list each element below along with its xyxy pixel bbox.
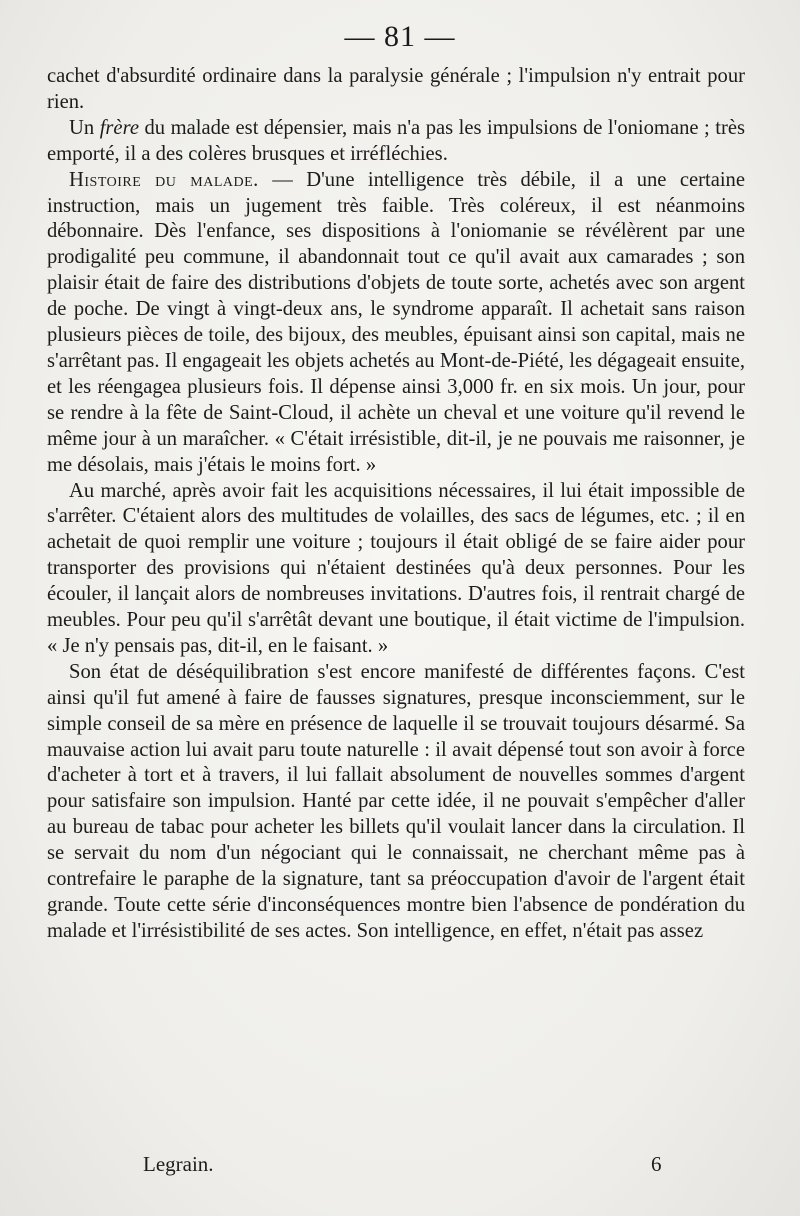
paragraph-2 bbox=[47, 116, 745, 168]
page-number: — 81 — bbox=[344, 20, 456, 53]
signature-mark: 6 bbox=[651, 1152, 662, 1176]
footer-author: Legrain. bbox=[143, 1152, 214, 1176]
paragraph-1-text: cachet d'absurdité ordinaire dans la paralysie générale ; l'impulsion n'y entrait pour rien. bbox=[47, 65, 745, 113]
paragraph-2-text-a: Un bbox=[69, 116, 100, 139]
paragraph-3-text: — D'une intelligence très débile, il a une certaine instruction, mais un jugement très faible. Très coléreux, il est néanmoins débonnaire. Dès l'enfance, ses dispositions à l'oniomanie se révélèrent par une prodigalité peu commune, il abandonnait tout ce qu'il avait aux camarades ; son plaisir était de faire des distributions d'objets de toute sorte, achetés avec son argent de poche. De vingt à vingt-deux ans, le syndrome apparaît. Il achetait sans raison plusieurs pièces de toile, des bijoux, des meubles, épuisant ainsi son capital, mais ne s'arrêtant pas. Il engageait les objets achetés au Mont-de-Piété, les dégageait ensuite, et les réengagea plusieurs fois. Il dépense ainsi 3,000 fr. en six mois. Un jour, pour se rendre à la fête de Saint-Cloud, il achète un cheval et une voiture qu'il revend le même jour à un maraîcher. « C'était irrésistible, dit-il, je ne pouvais me raisonner, je me désolais, mais j'étais le moins fort. » bbox=[47, 168, 745, 476]
paragraph-5 bbox=[47, 660, 745, 945]
paragraph-3 bbox=[47, 168, 745, 479]
paragraph-2-text-b: du malade est dépensier, mais n'a pas les impulsions de l'oniomane ; très emporté, il a des colères brusques et irréfléchies. bbox=[47, 116, 745, 165]
paragraph-1 bbox=[47, 64, 745, 116]
section-heading: Histoire du malade. bbox=[69, 168, 259, 191]
paragraph-2-italic: frère bbox=[99, 116, 139, 139]
paragraph-4-text: Au marché, après avoir fait les acquisitions nécessaires, il lui était impossible de s'arrêter. C'étaient alors des multitudes de volailles, des sacs de légumes, etc. ; il en achetait de quoi remplir une voiture ; toujours il était obligé de se faire aider pour transporter des provisions qui n'étaient destinées qu'à deux personnes. Pour les écouler, il lançait alors de nombreuses invitations. D'autres fois, il rentrait chargé de meubles. Pour peu qu'il s'arrêtât devant une boutique, il était victime de l'impulsion. « Je n'y pensais pas, dit-il, en le faisant. » bbox=[47, 479, 745, 657]
body-text bbox=[47, 64, 745, 945]
paragraph-5-text: Son état de déséquilibration s'est encore manifesté de différentes façons. C'est ainsi qu'il fut amené à faire de fausses signatures, presque inconsciemment, sur le simple conseil de sa mère en présence de laquelle il se trouvait toujours désarmé. Sa mauvaise action lui avait paru toute naturelle : il avait dépensé tout son avoir à force d'acheter à tort et à travers, il lui fallait absolument de nouvelles sommes d'argent pour satisfaire son impulsion. Hanté par cette idée, il ne pouvait s'empêcher d'aller au bureau de tabac pour acheter les billets qu'il voulait lancer dans la circulation. Il se servait du nom d'un négociant qui le connaissait, ne cherchant même pas à contrefaire le paraphe de la signature, tant sa préoccupation d'avoir de l'argent était grande. Toute cette série d'inconséquences montre bien l'absence de pondération du malade et l'irrésistibilité de ses actes. Son intelligence, en effet, n'était pas assez bbox=[47, 660, 745, 942]
paragraph-4 bbox=[47, 479, 745, 660]
